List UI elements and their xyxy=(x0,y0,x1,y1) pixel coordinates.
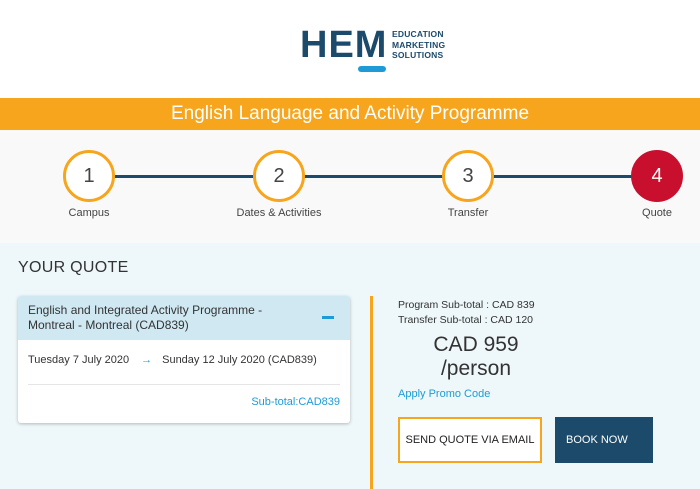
card-subtotal: Sub-total:CAD839 xyxy=(251,396,340,408)
step-label: Quote xyxy=(642,207,672,219)
programme-dates xyxy=(28,354,317,366)
send-quote-email-button[interactable]: SEND QUOTE VIA EMAIL xyxy=(398,417,542,463)
step-number: 1 xyxy=(63,150,115,202)
steps-connector-line xyxy=(89,175,657,178)
step-transfer[interactable] xyxy=(418,150,518,219)
programme-name: English and Integrated Activity Programme - Montreal - Montreal (CAD839) xyxy=(28,303,263,332)
step-label: Transfer xyxy=(447,207,489,219)
vertical-divider xyxy=(370,296,373,489)
step-quote[interactable] xyxy=(607,150,700,219)
collapse-icon[interactable] xyxy=(322,316,334,319)
step-label: Dates & Activities xyxy=(236,207,322,219)
step-number: 4 xyxy=(631,150,683,202)
programme-card-header[interactable] xyxy=(18,296,350,340)
start-date: Tuesday 7 July 2020 xyxy=(28,354,130,366)
price-per: /person xyxy=(440,357,512,380)
step-number: 3 xyxy=(442,150,494,202)
program-subtotal: Program Sub-total : CAD 839 xyxy=(398,299,535,311)
hem-logo[interactable] xyxy=(300,26,450,74)
step-label: Campus xyxy=(68,207,110,219)
quote-title: YOUR QUOTE xyxy=(18,259,129,276)
programme-card xyxy=(18,296,350,423)
price-summary xyxy=(398,298,535,328)
logo-tagline: EDUCATION MARKETING SOLUTIONS xyxy=(392,29,446,60)
book-now-button[interactable]: BOOK NOW xyxy=(555,417,653,463)
progress-steps xyxy=(0,130,700,243)
divider xyxy=(28,384,340,385)
programme-banner: English Language and Activity Programme xyxy=(0,98,700,130)
logo-underline xyxy=(358,66,386,72)
step-number: 2 xyxy=(253,150,305,202)
transfer-subtotal: Transfer Sub-total : CAD 120 xyxy=(398,314,534,326)
header xyxy=(0,0,700,98)
step-campus[interactable] xyxy=(39,150,139,219)
apply-promo-link[interactable]: Apply Promo Code xyxy=(398,388,491,400)
quote-section xyxy=(0,243,700,489)
total-price xyxy=(398,333,554,381)
end-date: Sunday 12 July 2020 (CAD839) xyxy=(162,354,317,366)
logo-wordmark: HEM xyxy=(300,24,388,66)
step-dates-activities[interactable] xyxy=(229,150,329,219)
price-amount: CAD 959 xyxy=(433,333,519,356)
arrow-right-icon: → xyxy=(141,354,153,366)
